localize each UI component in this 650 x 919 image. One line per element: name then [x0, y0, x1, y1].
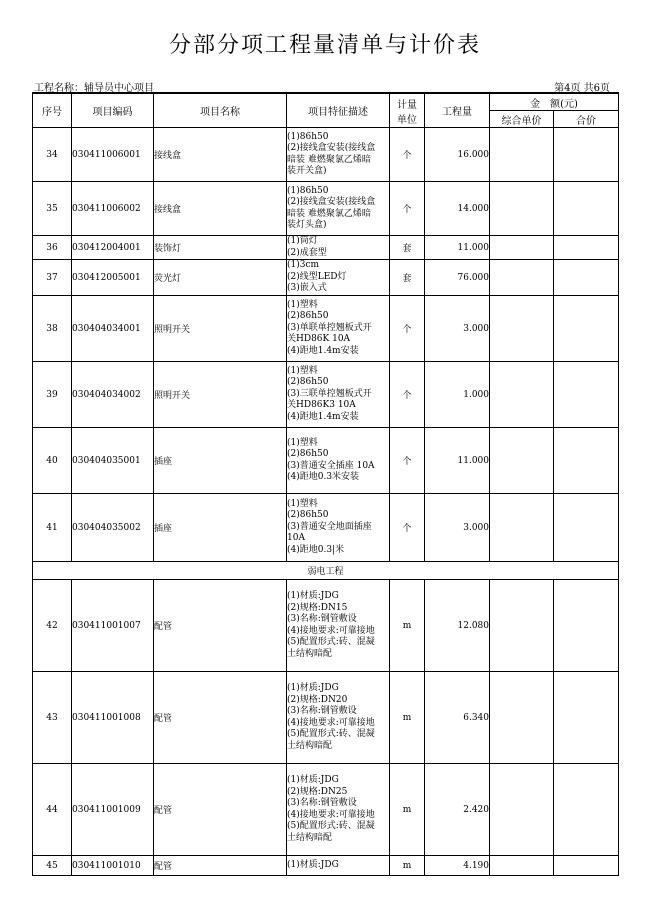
header-total: 合价	[554, 111, 619, 128]
header-name: 项目名称	[154, 93, 287, 128]
cell-total	[554, 182, 619, 236]
desc-line: (5)配置形式:砖、混凝	[287, 821, 375, 831]
cell-qty: 2.420	[425, 764, 490, 856]
cell-desc	[287, 128, 390, 182]
cell-name: 接线盒	[154, 182, 287, 236]
table-row	[33, 182, 619, 236]
cell-code: 030411001007	[72, 580, 154, 672]
cell-unit: 个	[390, 128, 425, 182]
cell-code: 030404035002	[72, 494, 154, 562]
desc-line: (4)接地要求:可靠接地	[287, 717, 375, 728]
desc-line: (4)接地要求:可靠接地	[287, 625, 375, 636]
desc-line: 暗装 难燃聚氯乙烯暗	[287, 208, 371, 219]
cell-qty: 16.000	[425, 128, 490, 182]
desc-line: 10A	[287, 533, 305, 544]
cell-name: 照明开关	[154, 296, 287, 362]
cell-unit: 个	[390, 494, 425, 562]
desc-line: (1)86h50	[287, 131, 329, 142]
cell-unit: 个	[390, 182, 425, 236]
desc-line: (3)名称:钢管敷设	[287, 706, 357, 716]
cell-unit-price	[490, 580, 554, 672]
cell-total	[554, 856, 619, 876]
cell-total	[554, 764, 619, 856]
cell-qty: 76.000	[425, 260, 490, 296]
bill-table	[32, 92, 619, 876]
cell-unit-price	[490, 856, 554, 876]
cell-desc	[287, 494, 390, 562]
cell-unit: m	[390, 856, 425, 876]
desc-line: 装灯头盒)	[287, 220, 327, 230]
desc-line: (3)三联单控翘板式开	[287, 388, 372, 399]
cell-name: 配管	[154, 856, 287, 876]
cell-unit: 个	[390, 362, 425, 428]
header-qty: 工程量	[425, 93, 490, 128]
desc-line: (1)材质:JDG	[287, 859, 339, 870]
desc-line: 关HD86K 10A	[287, 334, 351, 345]
cell-no: 39	[33, 362, 72, 428]
cell-name: 照明开关	[154, 362, 287, 428]
cell-total	[554, 296, 619, 362]
desc-line: (3)普通安全插座 10A	[287, 460, 375, 471]
cell-desc	[287, 362, 390, 428]
cell-unit: m	[390, 672, 425, 764]
desc-line: (1)3cm	[287, 260, 320, 271]
desc-line: (3)名称:钢管敷设	[287, 614, 357, 624]
page-info: 第4页 共6页	[554, 83, 610, 94]
header-no: 序号	[33, 93, 72, 128]
desc-line: (1)材质:JDG	[287, 591, 339, 601]
cell-unit: 套	[390, 260, 425, 296]
desc-line: (3)普通安全地面插座	[287, 521, 372, 532]
table-row	[33, 580, 619, 672]
table-row	[33, 856, 619, 876]
desc-line: (1)塑料	[287, 299, 318, 310]
desc-line: (5)配置形式:砖、混凝	[287, 637, 375, 647]
cell-unit-price	[490, 362, 554, 428]
cell-qty: 3.000	[425, 494, 490, 562]
cell-code: 030411001009	[72, 764, 154, 856]
cell-total	[554, 260, 619, 296]
cell-no: 34	[33, 128, 72, 182]
cell-name: 配管	[154, 580, 287, 672]
cell-unit: 个	[390, 428, 425, 494]
table-row	[33, 672, 619, 764]
cell-desc	[287, 260, 390, 296]
table-row	[33, 362, 619, 428]
cell-name: 荧光灯	[154, 260, 287, 296]
desc-line: (1)筒灯	[287, 236, 318, 246]
table-row	[33, 494, 619, 562]
cell-code: 030404035001	[72, 428, 154, 494]
desc-line: (2)86h50	[287, 377, 329, 388]
cell-code: 030411006002	[72, 182, 154, 236]
desc-line: 关HD86K3 10A	[287, 400, 356, 411]
cell-qty: 4.190	[425, 856, 490, 876]
desc-line: 暗装 难燃聚氯乙烯暗	[287, 154, 371, 165]
cell-qty: 3.000	[425, 296, 490, 362]
header-amount: 金 额(元)	[490, 93, 619, 111]
desc-line: (1)86h50	[287, 185, 329, 196]
cell-unit-price	[490, 296, 554, 362]
page-title: 分部分项工程量清单与计价表	[168, 33, 481, 58]
table-body	[33, 128, 619, 876]
desc-line: (2)规格:DN25	[287, 786, 348, 797]
cell-name: 配管	[154, 672, 287, 764]
desc-line: (2)86h50	[287, 311, 329, 322]
cell-desc	[287, 236, 390, 260]
header-unit-price: 综合单价	[490, 111, 554, 128]
cell-name: 插座	[154, 494, 287, 562]
cell-unit-price	[490, 236, 554, 260]
cell-desc	[287, 856, 390, 876]
desc-line: (1)塑料	[287, 498, 318, 509]
project-name: 工程名称：辅导员中心项目	[34, 83, 154, 94]
desc-line: (4)接地要求:可靠接地	[287, 809, 375, 820]
desc-line: (2)接线盒安装(接线盒	[287, 197, 376, 207]
section-row	[33, 562, 619, 580]
cell-unit-price	[490, 182, 554, 236]
table-row	[33, 296, 619, 362]
cell-qty: 1.000	[425, 362, 490, 428]
cell-code: 030411006001	[72, 128, 154, 182]
cell-desc	[287, 428, 390, 494]
desc-line: (2)规格:DN15	[287, 602, 348, 613]
header-unit-line: 单位	[397, 114, 417, 126]
cell-total	[554, 128, 619, 182]
cell-name: 装饰灯	[154, 236, 287, 260]
cell-no: 41	[33, 494, 72, 562]
section-title: 弱电工程	[33, 562, 619, 580]
cell-code: 030404034002	[72, 362, 154, 428]
cell-total	[554, 672, 619, 764]
header-unit	[390, 93, 425, 128]
desc-line: (2)成套型	[287, 247, 327, 258]
cell-no: 36	[33, 236, 72, 260]
cell-unit-price	[490, 494, 554, 562]
table-row	[33, 236, 619, 260]
desc-line: 装开关盒)	[287, 166, 327, 176]
desc-line: (1)材质:JDG	[287, 683, 339, 693]
cell-unit: m	[390, 580, 425, 672]
table-row	[33, 428, 619, 494]
desc-line: (3)单联单控翘板式开	[287, 322, 372, 333]
cell-total	[554, 236, 619, 260]
desc-line: (2)规格:DN20	[287, 694, 348, 705]
cell-name: 配管	[154, 764, 287, 856]
desc-line: (1)材质:JDG	[287, 775, 339, 785]
cell-code: 030404034001	[72, 296, 154, 362]
desc-line: (1)塑料	[287, 365, 318, 376]
cell-unit-price	[490, 128, 554, 182]
cell-name: 接线盒	[154, 128, 287, 182]
cell-no: 43	[33, 672, 72, 764]
cell-desc	[287, 296, 390, 362]
table-row	[33, 128, 619, 182]
table-row	[33, 260, 619, 296]
header-code: 项目编码	[72, 93, 154, 128]
desc-line: (4)距地1.4m安装	[287, 345, 359, 356]
desc-line: (4)距地0.3|米	[287, 544, 345, 555]
cell-unit-price	[490, 260, 554, 296]
desc-line: (1)塑料	[287, 437, 318, 448]
cell-qty: 11.000	[425, 236, 490, 260]
cell-unit: 套	[390, 236, 425, 260]
cell-no: 44	[33, 764, 72, 856]
cell-no: 40	[33, 428, 72, 494]
desc-line: (2)线型LED灯	[287, 271, 347, 282]
cell-unit-price	[490, 672, 554, 764]
cell-total	[554, 580, 619, 672]
cell-no: 38	[33, 296, 72, 362]
cell-qty: 14.000	[425, 182, 490, 236]
desc-line: (2)接线盒安装(接线盒	[287, 143, 376, 153]
cell-code: 030412004001	[72, 236, 154, 260]
cell-no: 42	[33, 580, 72, 672]
cell-code: 030411001010	[72, 856, 154, 876]
desc-line: 土结构暗配	[287, 648, 333, 659]
desc-line: (3)名称:钢管敷设	[287, 798, 357, 808]
cell-desc	[287, 764, 390, 856]
cell-unit-price	[490, 764, 554, 856]
cell-desc	[287, 672, 390, 764]
desc-line: (4)距地1.4m安装	[287, 411, 359, 422]
cell-no: 35	[33, 182, 72, 236]
cell-total	[554, 362, 619, 428]
cell-name: 插座	[154, 428, 287, 494]
desc-line: (4)距地0.3米安装	[287, 472, 360, 482]
cell-code: 030411001008	[72, 672, 154, 764]
desc-line: 土结构暗配	[287, 740, 333, 751]
cell-unit: m	[390, 764, 425, 856]
cell-qty: 11.000	[425, 428, 490, 494]
table-row	[33, 764, 619, 856]
cell-no: 37	[33, 260, 72, 296]
cell-total	[554, 494, 619, 562]
cell-unit: 个	[390, 296, 425, 362]
cell-desc	[287, 580, 390, 672]
desc-line: 土结构暗配	[287, 832, 333, 843]
desc-line: (2)86h50	[287, 510, 329, 521]
cell-unit-price	[490, 428, 554, 494]
cell-qty: 12.080	[425, 580, 490, 672]
header-unit-text	[390, 96, 424, 126]
desc-line: (2)86h50	[287, 449, 329, 459]
cell-no: 45	[33, 856, 72, 876]
desc-line: (5)配置形式:砖、混凝	[287, 729, 375, 739]
cell-desc	[287, 182, 390, 236]
cell-qty: 6.340	[425, 672, 490, 764]
cell-total	[554, 428, 619, 494]
cell-code: 030412005001	[72, 260, 154, 296]
desc-line: (3)嵌入式	[287, 283, 327, 294]
header-desc: 项目特征描述	[287, 93, 390, 128]
header-unit-line: 计量	[397, 99, 417, 111]
